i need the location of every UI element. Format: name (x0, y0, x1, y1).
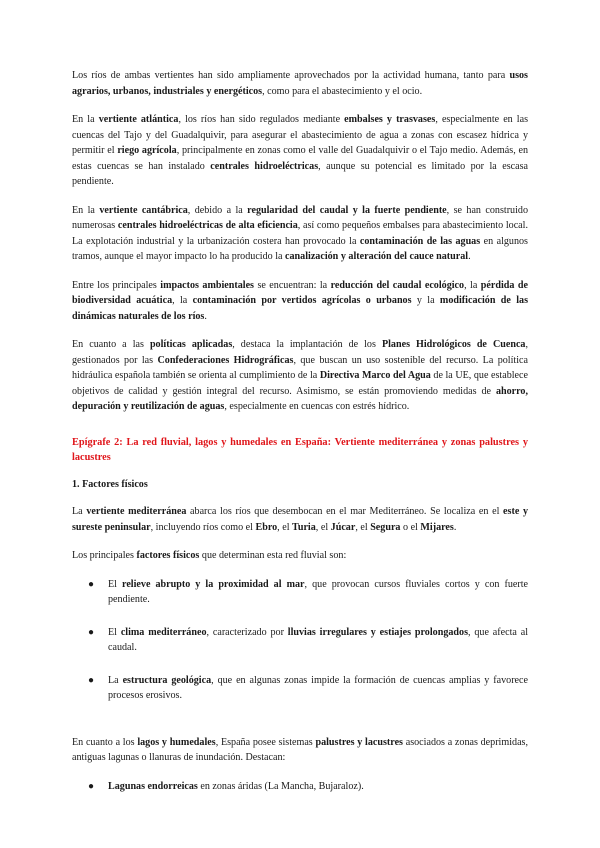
text-run: , especialmente en cuencas con estrés hídrico. (224, 401, 410, 412)
text-run: El (108, 578, 123, 590)
text-run: La (108, 674, 123, 686)
bold-term: estructura geológica (122, 674, 212, 686)
bold-term: Confederaciones Hidrográficas (157, 354, 294, 366)
text-run: , España posee sistemas (215, 736, 316, 748)
list-item (72, 625, 528, 656)
text-run: Los principales (72, 550, 137, 561)
bold-term: clima mediterráneo (120, 626, 207, 638)
bold-term: pérdida de biodiversidad acuática (72, 279, 528, 306)
bold-term: contaminación de las aguas (359, 235, 481, 247)
bold-term: impactos ambientales (160, 279, 254, 291)
text-run: , que provocan cursos fluviales cortos y con fuerte pendiente. (108, 578, 529, 605)
section-title: 1. Factores físicos (72, 478, 148, 490)
text-run: abarca los ríos que desembocan en el mar Mediterráneo. Se localiza en el (186, 506, 504, 517)
bold-term: Planes Hidrológicos de Cuenca (381, 339, 526, 350)
text-run: se encuentran: la (254, 279, 331, 291)
text-run: En cuanto a las (72, 339, 150, 350)
text-run: , el (277, 521, 293, 533)
text-run: , así como pequeños embalses para abastecimiento local. La explotación industrial y la urbanización costera han provocado la (72, 220, 528, 247)
text-run: , que buscan un uso sostenible del recurso. La política hidráulica española también se orienta al cumplimiento de la (72, 354, 528, 381)
bold-term: este y sureste peninsular (72, 506, 529, 533)
bold-term: canalización y alteración del cauce natural (285, 251, 469, 262)
text-run: , aunque su potencial es limitado por la escasa pendiente. (72, 160, 528, 187)
bold-term: políticas aplicadas (149, 339, 233, 350)
list-item (72, 577, 528, 608)
text-run: En la (72, 204, 100, 216)
bullet-icon: ● (88, 626, 95, 638)
text-run: , los ríos han sido regulados mediante (178, 114, 345, 125)
text-run: o el (400, 521, 421, 533)
text-run: . (453, 521, 457, 533)
text-run: en algunos tramos, aunque el mayor impacto lo ha producido la (72, 235, 528, 262)
bold-term: relieve abrupto y la proximidad al mar (122, 578, 305, 590)
bold-term: modificación de las dinámicas naturales de los ríos (72, 295, 528, 322)
paragraph-uses (72, 68, 528, 99)
bold-term: Directiva Marco del Agua (319, 370, 431, 381)
text-run: , principalmente en zonas como el valle del Guadalquivir o el Tajo medio. Además, en estas cuencas se han instalado (72, 145, 528, 172)
bold-term: embalses y trasvases (344, 114, 436, 125)
text-run: , como para el abastecimiento y el ocio. (262, 85, 423, 97)
bold-term: centrales hidroeléctricas (210, 160, 319, 172)
text-run: El (108, 626, 121, 638)
text-run: , incluyendo ríos como el (150, 521, 256, 533)
list-item (72, 779, 528, 795)
text-run: , la (464, 279, 481, 291)
epigraph-heading: Epígrafe 2: La red fluvial, lagos y humedales en España: Vertiente mediterránea y zonas palustres y lacustres (72, 436, 528, 463)
text-run: , debido a la (187, 204, 248, 216)
bold-term: Segura (370, 521, 401, 533)
text-run: de la UE, que establece objetivos de calidad y gestión integral del recurso. Asimismo, se están promoviendo medidas de (72, 370, 528, 397)
text-run: . (204, 310, 207, 322)
bold-term: Lagunas endorreicas (108, 780, 198, 792)
bold-term: vertiente mediterránea (86, 506, 187, 517)
bold-term: lagos y humedales (137, 736, 216, 748)
wetlands-list (72, 779, 528, 795)
text-run: , gestionados por las (72, 339, 529, 366)
paragraph-mediterranean (72, 504, 528, 535)
text-run: Los ríos de ambas vertientes han sido ampliamente aprovechados por la actividad humana, tanto para (72, 70, 510, 81)
paragraph-physical-factors (72, 548, 528, 564)
text-run: que determinan esta red fluvial son: (199, 550, 347, 561)
text-run: Entre los principales (72, 279, 161, 291)
paragraph-environmental-impacts (72, 278, 528, 325)
paragraph-atlantic (72, 112, 528, 190)
text-run: , que en algunas zonas impide la formación de cuencas amplias y favorece procesos erosivos. (108, 674, 528, 701)
bold-term: riego agrícola (117, 145, 177, 156)
paragraph-cantabrian (72, 203, 528, 265)
text-run: , que afecta al caudal. (108, 626, 528, 653)
bold-term: Turia (292, 521, 316, 533)
text-run: y la (411, 295, 440, 306)
text-run: En la (72, 114, 99, 125)
text-run: En cuanto a los (72, 736, 138, 748)
bullet-icon: ● (88, 578, 95, 590)
text-run: , especialmente en las cuencas del Tajo y del Guadalquivir, para asegurar el abastecimiento de agua a zonas con escasez hídrica y permitir el (72, 114, 529, 156)
text-run: . (468, 251, 471, 262)
bold-term: usos agrarios, urbanos, industriales y energéticos (72, 70, 528, 97)
text-run: asociados a zonas deprimidas, antiguas lagunas o llanuras de inundación. Destacan: (72, 736, 528, 763)
list-item (72, 673, 528, 704)
bullet-icon: ● (88, 780, 95, 792)
text-run: La (72, 506, 87, 517)
text-run: , el (315, 521, 331, 533)
paragraph-lakes-wetlands (72, 735, 528, 766)
text-run: , se han construido numerosas (72, 204, 528, 231)
text-run: , el (355, 521, 371, 533)
text-run: en zonas áridas (La Mancha, Bujaraloz). (197, 780, 364, 792)
paragraph-policies (72, 337, 528, 415)
text-run: , la (172, 295, 193, 306)
bold-term: Ebro (255, 521, 278, 533)
bullet-icon: ● (88, 674, 95, 686)
bold-term: Júcar (330, 521, 356, 533)
bold-term: reducción del caudal ecológico (330, 279, 465, 291)
bold-term: palustres y lacustres (315, 736, 403, 748)
bold-term: contaminación por vertidos agrícolas o urbanos (192, 295, 412, 306)
text-run: , caracterizado por (206, 626, 288, 638)
bold-term: centrales hidroeléctricas de alta eficiencia (117, 220, 298, 231)
bold-term: vertiente cantábrica (99, 204, 188, 216)
physical-factors-list (72, 577, 528, 704)
bold-term: vertiente atlántica (98, 114, 179, 125)
bold-term: Mijares (420, 521, 454, 533)
text-run: , destaca la implantación de los (232, 339, 382, 350)
bold-term: factores físicos (136, 550, 200, 561)
bold-term: ahorro, depuración y reutilización de aguas (72, 385, 528, 412)
bold-term: regularidad del caudal y la fuerte pendiente (247, 204, 447, 216)
bold-term: lluvias irregulares y estiajes prolongados (287, 626, 469, 638)
